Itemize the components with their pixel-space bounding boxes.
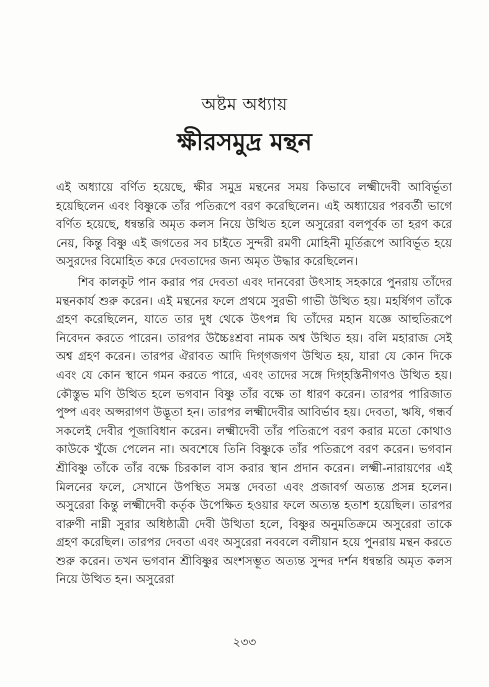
paragraph-intro: এই অধ্যায়ে বর্ণিত হয়েছে, ক্ষীর সমুদ্র মন্থনের সময় কিভাবে লক্ষ্মীদেবী আবির্ভূতা হয়েছিলেন এবং বিষ্ণুকে তাঁর পতিরূপে বরণ করেছিলেন। এই অধ্যায়ের পরবর্তী ভাগে বর্ণিত হয়েছে, ধন্বন্তরি অমৃত কলস নিয়ে উত্থিত হলে অসুরেরা বলপূর্বক তা হরণ করে নেয়, কিন্তু বিষ্ণু এই জগতের সব চাইতে সুন্দরী রমণী মোহিনী মূর্তিরূপে আবির্ভূত হয়ে অসুরদের বিমোহিত করে দেবতাদের জন্য অমৃত উদ্ধার করেছিলেন। — [56, 180, 452, 269]
page-number: ২৩৩ — [232, 635, 257, 649]
chapter-title: ক্ষীরসমুদ্র মন্থন — [177, 128, 312, 156]
body-text — [56, 178, 452, 589]
paragraph-main: শিব কালকূট পান করার পর দেবতা এবং দানবেরা উৎসাহ সহকারে পুনরায় তাঁদের মন্থনকার্য শুরু করেন। এই মন্থনের ফলে প্রথমে সুরভী গাভী উত্থিত হয়। মহর্ষিগণ তাঁকে গ্রহণ করেছিলেন, যাতে তার দুধ থেকে উৎপন্ন ঘি তাঁদের মহান যজ্ঞে আহুতিরূপে নিবেদন করতে পারেন। তারপর উচ্চৈঃশ্রবা নামক অশ্ব উত্থিত হয়। বলি মহারাজ সেই অশ্ব গ্রহণ করেন। তারপর ঐরাবত আদি দিগ্‌গজগণ উত্থিত হয়, যারা যে কোন দিকে এবং যে কোন স্থানে গমন করতে পারে, এবং তাদের সঙ্গে দিগ্‌হস্তিনীগণও উত্থিত হয়। কৌস্তুভ মণি উত্থিত হলে ভগবান বিষ্ণু তাঁর বক্ষে তা ধারণ করেন। তারপর পারিজাত পুষ্প এবং অপ্সরাগণ উদ্ভূতা হন। তারপর লক্ষ্মীদেবীর আবির্ভাব হয়। দেবতা, ঋষি, গন্ধর্ব সকলেই দেবীর পূজাবিধান করেন। লক্ষ্মীদেবী তাঁর পতিরূপে বরণ করার মতো কোথাও কাউকে খুঁজে পেলেন না। অবশেষে তিনি বিষ্ণুকে তাঁর পতিরূপে বরণ করেন। ভগবান শ্রীবিষ্ণু তাঁকে তাঁর বক্ষে চিরকাল বাস করার স্থান প্রদান করেন। লক্ষ্মী-নারায়ণের এই মিলনের ফলে, সেখানে উপস্থিত সমস্ত দেবতা এবং প্রজাবর্গ অত্যন্ত প্রসন্ন হলেন। অসুরেরা কিন্তু লক্ষ্মীদেবী কর্তৃক উপেক্ষিত হওয়ার ফলে অত্যন্ত হতাশ হয়েছিল। তারপর বারুণী নাম্নী সুরার অধিষ্ঠাত্রী দেবী উত্থিতা হলে, বিষ্ণুর অনুমতিক্রমে অসুরেরা তাকে গ্রহণ করেছিল। তারপর দেবতা এবং অসুরেরা নববলে বলীয়ান হয়ে পুনরায় মন্থন করতে শুরু করেন। তখন ভগবান শ্রীবিষ্ণুর অংশসম্ভূত অত্যন্ত সুন্দর দর্শন ধন্বন্তরি অমৃত কলস নিয়ে উত্থিত হন। অসুরেরা — [56, 274, 452, 587]
chapter-heading: অষ্টম অধ্যায় — [201, 95, 288, 115]
